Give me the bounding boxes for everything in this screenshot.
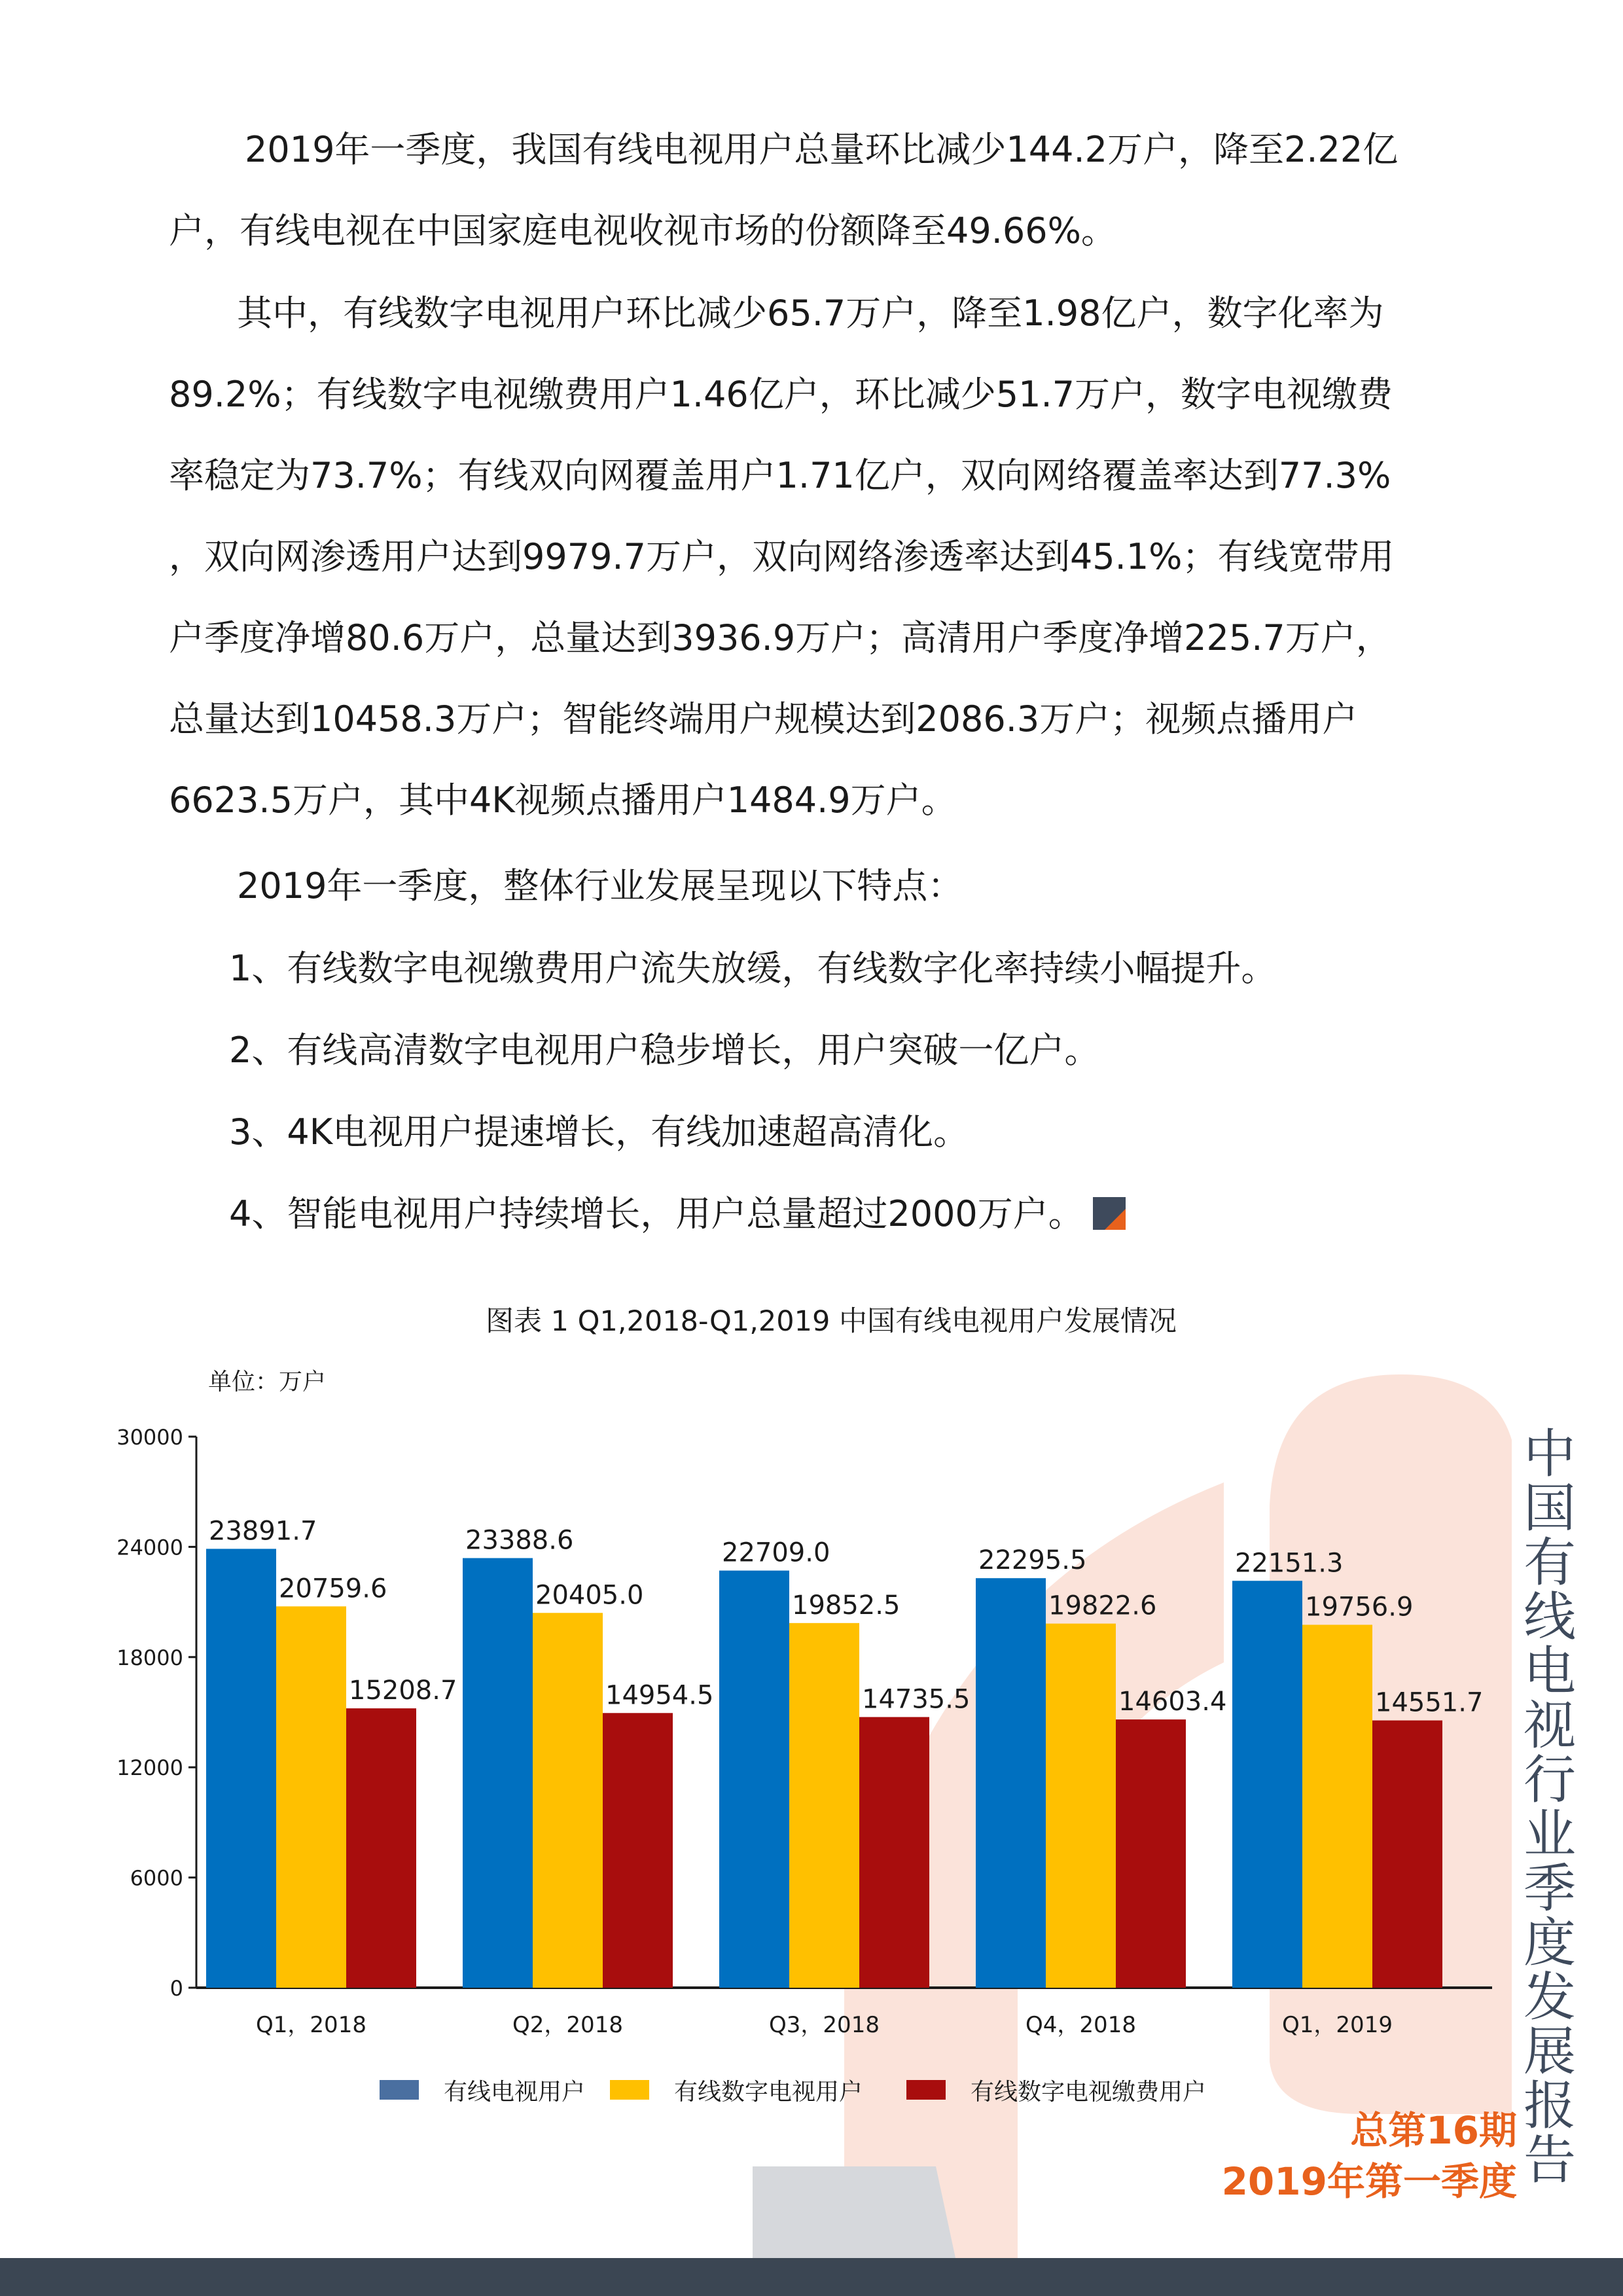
text-line: 户，有线电视在中国家庭电视收视市场的份额降至49.66%。 xyxy=(169,210,1116,251)
feature-item-3: 3、4K电视用户提速增长，有线加速超高清化。 xyxy=(229,1111,969,1153)
data-label: 20759.6 xyxy=(279,1573,387,1604)
x-tick-label: Q4，2018 xyxy=(1026,2012,1136,2038)
legend-swatch-paid-digital-tv xyxy=(906,2080,946,2100)
side-title-char: 有 xyxy=(1524,1532,1576,1593)
x-tick-label: Q3，2018 xyxy=(769,2012,880,2038)
intro-paragraph xyxy=(169,109,1471,272)
bar xyxy=(789,1623,859,1988)
legend-label-digital-tv: 有线数字电视用户 xyxy=(674,2079,863,2106)
side-title-char: 视 xyxy=(1524,1695,1576,1756)
data-label: 14551.7 xyxy=(1375,1687,1484,1718)
bar xyxy=(719,1571,789,1988)
data-label: 22709.0 xyxy=(722,1537,830,1568)
y-tick-label: 18000 xyxy=(116,1645,183,1670)
side-title-char: 度 xyxy=(1524,1912,1576,1973)
side-title-char: 发 xyxy=(1524,1967,1576,2028)
text-line: 其中，有线数字电视用户环比减少65.7万户，降至1.98亿户，数字化率为 xyxy=(237,293,1384,334)
bar xyxy=(1372,1721,1442,1988)
chart-unit-label: 单位：万户 xyxy=(208,1369,327,1395)
legend-swatch-cable-tv xyxy=(380,2080,419,2100)
feature-item-4: 4、智能电视用户持续增长，用户总量超过2000万户。 xyxy=(229,1188,1126,1240)
side-title-char: 报 xyxy=(1524,2075,1576,2136)
footer-bar xyxy=(0,2258,1623,2296)
bar xyxy=(463,1558,533,1988)
data-label: 19852.5 xyxy=(792,1590,901,1621)
bar xyxy=(976,1578,1046,1988)
bar xyxy=(206,1549,276,1988)
side-title-char: 电 xyxy=(1524,1641,1576,1702)
y-tick-label: 12000 xyxy=(116,1755,183,1781)
bar xyxy=(1046,1624,1116,1988)
chart-title: 图表 1 Q1,2018-Q1,2019 中国有线电视用户发展情况 xyxy=(485,1305,1177,1338)
data-label: 15208.7 xyxy=(349,1676,457,1706)
text-line: 率稳定为73.7%；有线双向网覆盖用户1.71亿户，双向网络覆盖率达到77.3% xyxy=(169,455,1391,496)
bar xyxy=(1232,1581,1302,1988)
bar xyxy=(1302,1624,1372,1988)
x-tick-label: Q1，2019 xyxy=(1282,2012,1393,2038)
data-label: 23891.7 xyxy=(209,1516,317,1547)
bar xyxy=(346,1708,416,1988)
legend-label-paid-digital-tv: 有线数字电视缴费用户 xyxy=(971,2079,1207,2106)
legend-swatch-digital-tv xyxy=(610,2080,649,2100)
data-label: 23388.6 xyxy=(465,1525,574,1556)
bar xyxy=(533,1613,603,1988)
data-label: 14735.5 xyxy=(862,1684,971,1715)
side-title-char: 告 xyxy=(1524,2130,1576,2191)
y-tick-label: 30000 xyxy=(116,1425,183,1450)
bar xyxy=(1116,1719,1186,1988)
text-line: 户季度净增80.6万户，总量达到3936.9万户；高清用户季度净增225.7万户， xyxy=(169,617,1391,658)
text-line: 2019年一季度，我国有线电视用户总量环比减少144.2万户，降至2.22亿 xyxy=(245,129,1399,170)
text-line: ，双向网渗透用户达到9979.7万户，双向网络渗透率达到45.1%；有线宽带用 xyxy=(169,536,1395,577)
legend-label-cable-tv: 有线电视用户 xyxy=(444,2079,586,2106)
data-label: 19822.6 xyxy=(1048,1590,1157,1621)
text-line: 6623.5万户，其中4K视频点播用户1484.9万户。 xyxy=(169,780,957,821)
side-title-char: 线 xyxy=(1524,1587,1576,1647)
data-label: 19756.9 xyxy=(1305,1592,1414,1623)
issue-number: 总第16期 xyxy=(1350,2108,1517,2153)
detail-paragraph xyxy=(169,273,1471,841)
issue-date: 2019年第一季度 xyxy=(1221,2159,1517,2204)
bar xyxy=(859,1717,929,1988)
feature-item-2: 2、有线高清数字电视用户稳步增长，用户突破一亿户。 xyxy=(229,1030,1100,1071)
features-intro xyxy=(169,846,1471,927)
bar xyxy=(276,1606,346,1988)
end-mark-icon xyxy=(1093,1197,1126,1230)
bar-chart xyxy=(98,1407,1505,2062)
text-line: 总量达到10458.3万户；智能终端用户规模达到2086.3万户；视频点播用户 xyxy=(169,698,1358,740)
feature-item-1: 1、有线数字电视缴费用户流失放缓，有线数字化率持续小幅提升。 xyxy=(229,948,1277,989)
side-title-char: 展 xyxy=(1524,2021,1576,2082)
data-label: 14603.4 xyxy=(1118,1687,1227,1717)
data-label: 20405.0 xyxy=(535,1580,644,1611)
y-tick-label: 24000 xyxy=(116,1535,183,1560)
side-title-char: 国 xyxy=(1524,1478,1576,1539)
side-title-char: 业 xyxy=(1524,1804,1576,1865)
text-line: 89.2%；有线数字电视缴费用户1.46亿户，环比减少51.7万户，数字电视缴费 xyxy=(169,374,1393,415)
y-tick-label: 6000 xyxy=(130,1865,183,1891)
data-label: 22151.3 xyxy=(1235,1548,1344,1579)
side-title-char: 行 xyxy=(1524,1749,1576,1810)
x-tick-label: Q1，2018 xyxy=(256,2012,366,2038)
text-line: 2019年一季度，整体行业发展呈现以下特点： xyxy=(237,865,963,906)
x-tick-label: Q2，2018 xyxy=(512,2012,623,2038)
chart-legend xyxy=(380,2073,1230,2113)
y-tick-label: 0 xyxy=(169,1976,183,2001)
data-label: 22295.5 xyxy=(978,1545,1087,1576)
side-title-char: 中 xyxy=(1524,1424,1576,1484)
bar xyxy=(603,1713,673,1988)
side-title-char: 季 xyxy=(1524,1858,1576,1919)
report-series-title xyxy=(1517,1424,1582,2191)
data-label: 14954.5 xyxy=(605,1680,714,1711)
